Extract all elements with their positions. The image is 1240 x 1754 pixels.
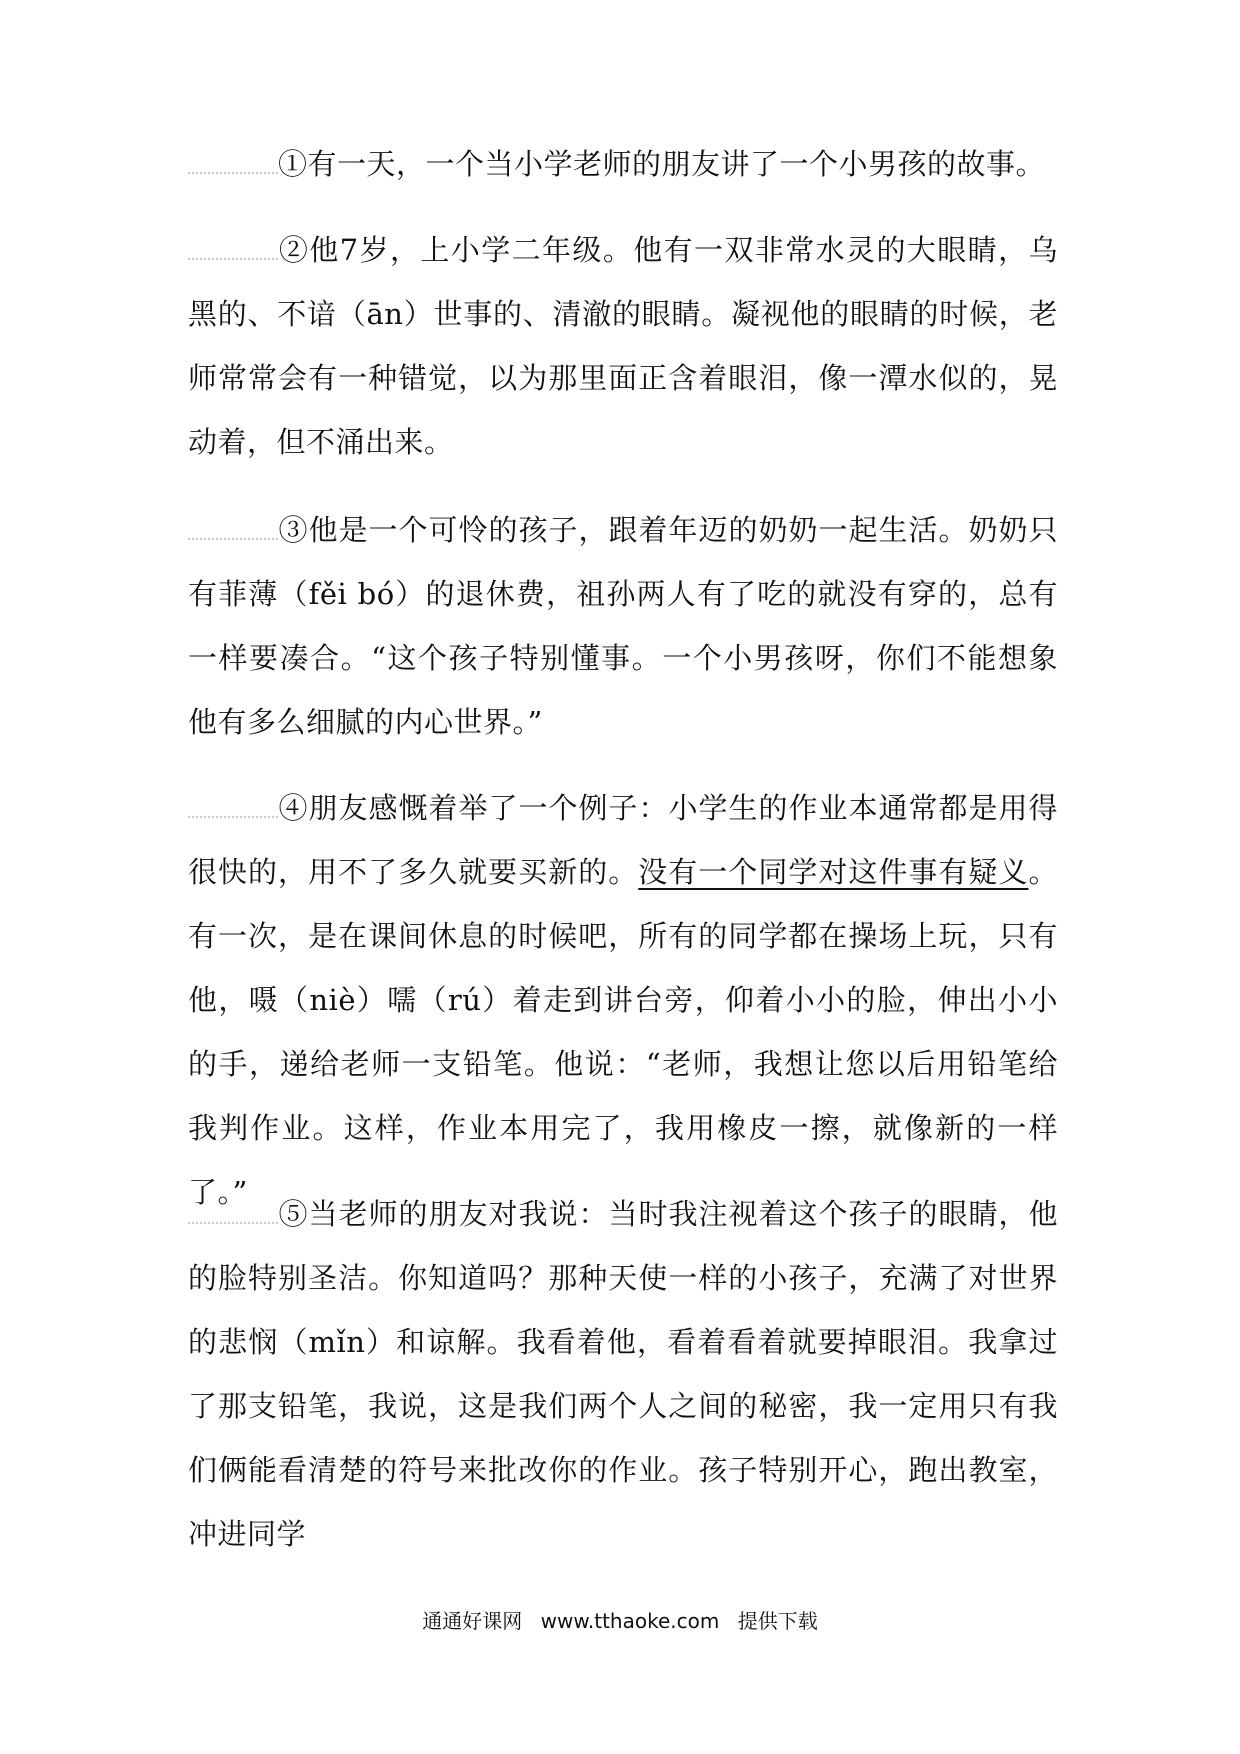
footer-note: 提供下载	[737, 1609, 818, 1633]
paragraph-4	[188, 776, 1058, 1224]
indent-marker	[188, 1204, 278, 1224]
paragraph-1-text: ①有一天，一个当小学老师的朋友讲了一个小男孩的故事。	[278, 147, 1046, 181]
indent-marker	[188, 154, 278, 174]
paragraph-4-text-after: 。有一次，是在课间休息的时候吧，所有的同学都在操场上玩，只有他，嗫（niè）嚅（rú）着走到讲台旁，仰着小小的脸，伸出小小的手，递给老师一支铅笔。他说：“老师，我想让您以后用铅笔给我判作业。这样，作业本用完了，我用橡皮一擦，就像新的一样了。”	[188, 855, 1058, 1209]
paragraph-1	[188, 132, 1058, 196]
paragraph-5-text: ⑤当老师的朋友对我说：当时我注视着这个孩子的眼睛，他的脸特别圣洁。你知道吗？那种天使一样的小孩子，充满了对世界的悲悯（mǐn）和谅解。我看着他，看着看着就要掉眼泪。我拿过了那支铅笔，我说，这是我们两个人之间的秘密，我一定用只有我们俩能看清楚的符号来批改你的作业。孩子特别开心，跑出教室，冲进同学	[188, 1197, 1058, 1551]
page-footer	[0, 1605, 1240, 1634]
indent-marker	[188, 520, 278, 540]
indent-marker	[188, 798, 278, 818]
underlined-sentence: 没有一个同学对这件事有疑义	[638, 855, 1029, 889]
footer-site-name: 通通好课网	[422, 1609, 523, 1633]
paragraph-5	[188, 1182, 1058, 1566]
paragraph-3	[188, 498, 1058, 754]
paragraph-3-text: ③他是一个可怜的孩子，跟着年迈的奶奶一起生活。奶奶只有菲薄（fěi bó）的退休费，祖孙两人有了吃的就没有穿的，总有一样要凑合。“这个孩子特别懂事。一个小男孩呀，你们不能想象他有多么细腻的内心世界。”	[188, 513, 1058, 739]
footer-url: www.tthaoke.com	[540, 1609, 720, 1633]
indent-marker	[188, 240, 278, 260]
paragraph-2	[188, 218, 1058, 474]
paragraph-2-text: ②他7岁，上小学二年级。他有一双非常水灵的大眼睛，乌黑的、不谙（ān）世事的、清澈的眼睛。凝视他的眼睛的时候，老师常常会有一种错觉，以为那里面正含着眼泪，像一潭水似的，晃动着，但不涌出来。	[188, 233, 1058, 459]
paragraph-4-text-before: ④朋友感慨着举了一个例子：小学生的作业本通常都是用得很快的，用不了多久就要买新的。	[188, 791, 1058, 889]
